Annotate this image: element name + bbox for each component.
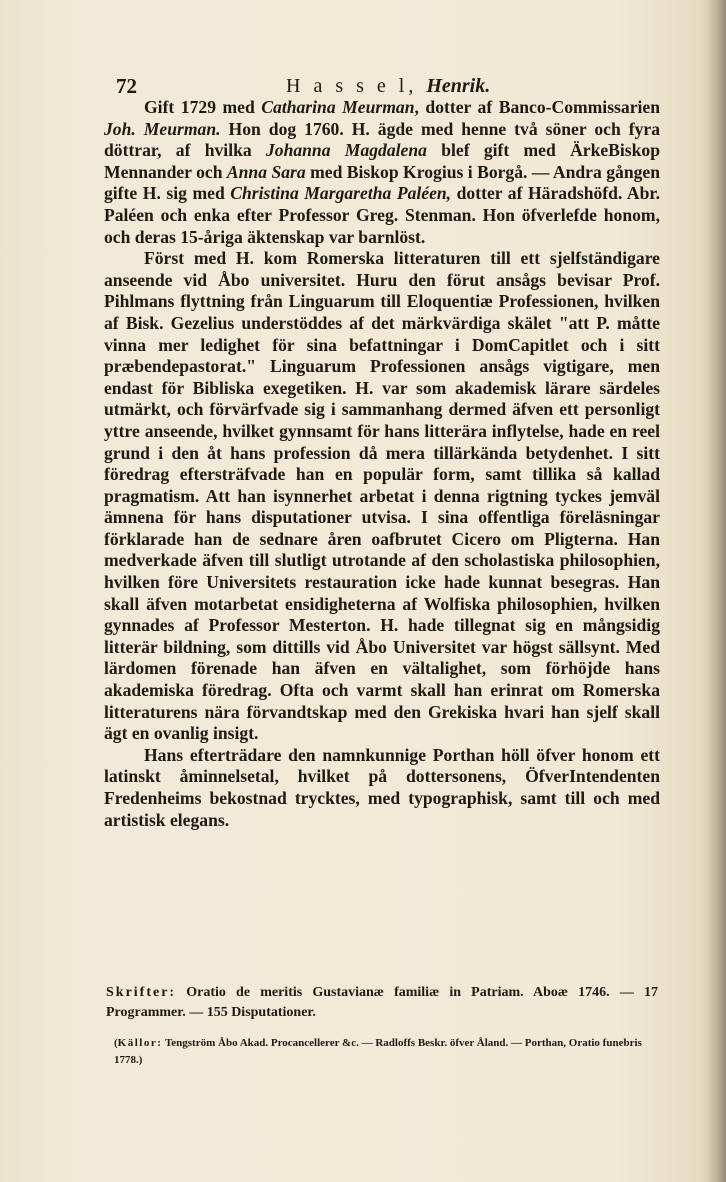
sources-text: Tengström Åbo Akad. Procancellerer &c. — Radloffs Beskr. öfver Åland. — Porthan, Oratio funebris 1778.)	[114, 1037, 642, 1066]
name-italic: Catharina Meurman	[261, 97, 415, 117]
writings-text: Oratio de meritis Gustavianæ familiæ in Patriam. Aboæ 1746. — 17 Programmer. — 155 Disputationer.	[106, 985, 658, 1020]
name-italic: Anna Sara	[226, 161, 306, 182]
name-italic: Joh. Meurman.	[104, 118, 221, 139]
running-head-surname: H a s s e l,	[286, 75, 418, 97]
text-run: med Biskop Krogius i Borgå. — Andra gången gifte H. sig med	[104, 161, 660, 204]
running-head	[286, 75, 490, 98]
paragraph-marriage	[104, 97, 660, 248]
text-run: dotter af Häradshöfd. Abr. Paléen och enka efter Professor Greg. Stenman. Hon öfverlefde honom, och deras 15-åriga äktenskap var barnlöst.	[104, 183, 661, 247]
name-italic: Johanna Magdalena	[265, 140, 427, 161]
paragraph-literature: Först med H. kom Romerska litteraturen till ett sjelfständigare anseende vid Åbo universitet. Huru den förut ansågs bevisar Prof. Pihlmans flyttning från Linguarum till Eloquentiæ Professionen, hvilken af Bisk. Gezelius understöddes af det märkvärdiga skälet "att P. måtte vinna mer ledighet för sina befattningar i DomCapitlet och i sitt præbendepastorat." Linguarum Professionen ansågs vigtigare, men endast för Bibliska exegetiken. H. var som akademisk lärare särdeles utmärkt, och förvärfvade sig i sammanhang dermed äfven ett personligt yttre anseende, hvilket gynnsamt för hans litterära inflytelse, hade en reel grund i den åt hans profession då mera tillärkända betydenhet. I sitt föredrag eftersträfvade han en populär form, samt tillika så kallad pragmatism. Att han isynnerhet arbetat i denna rigtning tyckes jemväl ämnena för hans disputationer utvisa. I sina offentliga föreläsningar förklarade han de sednare åren oafbrutet Cicero om Pligterna. Han medverkade äfven till slutligt utrotande af den scholastiska philosophien, hvilken före Universitets restauration icke hade kunnat besegras. Han skall äfven motarbetat ensidigheterna af Wolfiska philosophien, hvilken gynnades af Professor Mesterton. H. hade tillegnat sig en mångsidig litterär bildning, som dittills vid Åbo Universitet var högst sällsynt. Med lärdomen förenade han äfven en vältalighet, som förhöjde hans akademiska föredrag. Ofta och varmt skall han erinrat om Romerska litteraturens nära förvandtskap med den Grekiska hvari han sjelf skall ägt en ovanlig insigt.	[104, 248, 660, 744]
text-run: , dotter af Banco-Commissarien	[414, 97, 660, 117]
text-run: blef gift med ÄrkeBiskop Mennander och	[104, 140, 661, 182]
writings-note	[106, 983, 658, 1023]
writings-label: Skrifter:	[106, 985, 177, 1000]
main-text	[104, 97, 660, 831]
name-italic: Christina Margaretha Paléen,	[230, 183, 452, 204]
paragraph-successor: Hans efterträdare den namnkunnige Porthan höll öfver honom ett latinskt åminnelsetal, hvilket på dottersonens, ÖfverIntendenten Fredenheims bekostnad trycktes, med typographisk, samt till och med artistisk elegans.	[104, 744, 660, 830]
running-head-name: Henrik.	[426, 75, 491, 97]
page-edge-shadow	[706, 0, 726, 1182]
text-run: Gift 1729 med	[144, 97, 262, 117]
sources-label: Källor:	[117, 1037, 163, 1049]
sources-note: (Källor: Tengström Åbo Akad. Procancellerer &c. — Radloffs Beskr. öfver Åland. — Porthan, Oratio funebris 1778.)	[114, 1037, 642, 1066]
text-run: Hon dog 1760. H. ägde med henne två söner och fyra döttrar, af hvilka	[104, 118, 660, 161]
page-number: 72	[116, 74, 137, 98]
